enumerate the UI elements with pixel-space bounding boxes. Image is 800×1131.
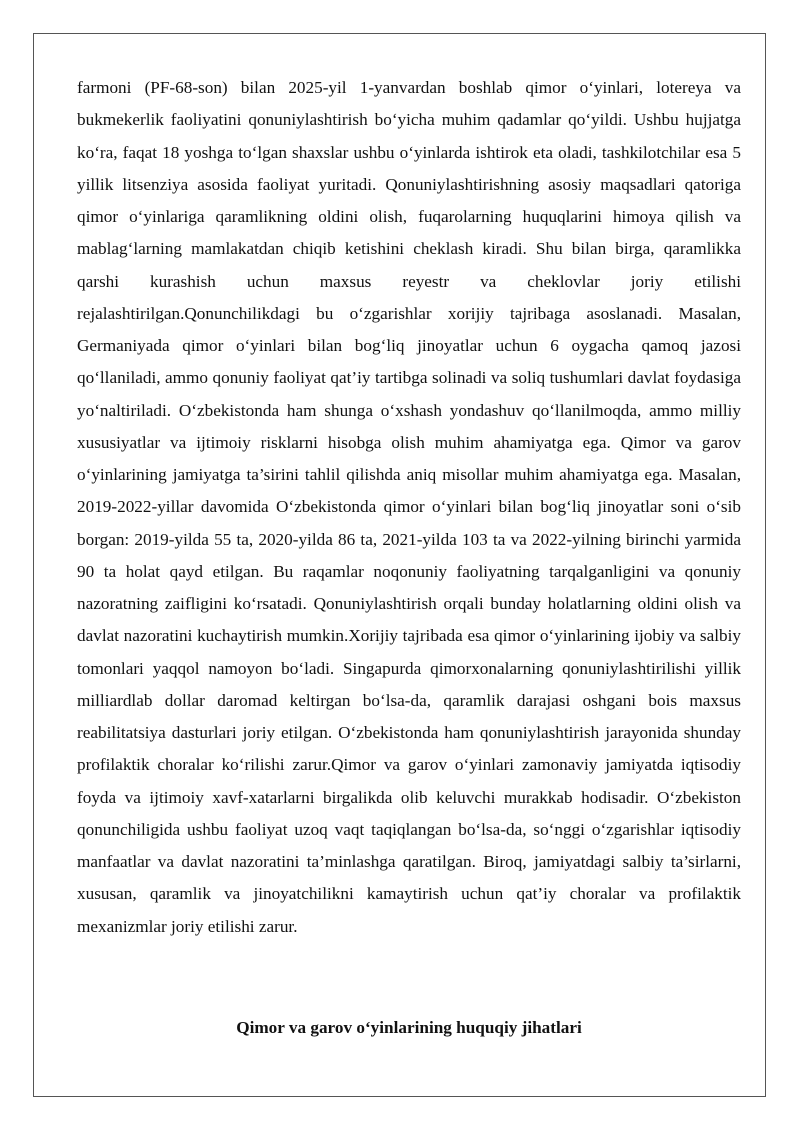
section-heading: Qimor va garov o‘yinlarining huquqiy jihatlari bbox=[236, 1018, 582, 1037]
body-paragraph: farmoni (PF-68-son) bilan 2025-yil 1-yanvardan boshlab qimor o‘yinlari, lotereya va bukmekerlik faoliyatini qonuniylashtirish bo‘yicha muhim qadamlar qo‘yildi. Ushbu hujjatga ko‘ra, faqat 18 yoshga to‘lgan shaxslar ushbu o‘yinlarda ishtirok eta oladi, tashkilotchilar esa 5 yillik litsenziya asosida faoliyat yuritadi. Qonuniylashtirishning asosiy maqsadlari qatoriga qimor o‘yinlariga qaramlikning oldini olish, fuqarolarning huquqlarini himoya qilish va mablag‘larning mamlakatdan chiqib ketishini cheklash kiradi. Shu bilan birga, qaramlikka qarshi kurashish uchun maxsus reyestr va cheklovlar joriy etilishi rejalashtirilgan.Qonunchilikdagi bu o‘zgarishlar xorijiy tajribaga asoslanadi. Masalan, Germaniyada qimor o‘yinlari bilan bog‘liq jinoyatlar uchun 6 oygacha qamoq jazosi qo‘llaniladi, ammo qonuniy faoliyat qat’iy tartibga solinadi va soliq tushumlari davlat foydasiga yo‘naltiriladi. O‘zbekistonda ham shunga o‘xshash yondashuv qo‘llanilmoqda, ammo milliy xususiyatlar va ijtimoiy risklarni hisobga olish muhim ahamiyatga ega. Qimor va garov o‘yinlarining jamiyatga ta’sirini tahlil qilishda aniq misollar muhim ahamiyatga ega. Masalan, 2019-2022-yillar davomida O‘zbekistonda qimor o‘yinlari bilan bog‘liq jinoyatlar soni o‘sib borgan: 2019-yilda 55 ta, 2020-yilda 86 ta, 2021-yilda 103 ta va 2022-yilning birinchi yarmida 90 ta holat qayd etilgan. Bu raqamlar noqonuniy faoliyatning tarqalganligini va qonuniy nazoratning zaifligini ko‘rsatadi. Qonuniylashtirish orqali bunday holatlarning oldini olish va davlat nazoratini kuchaytirish mumkin.Xorijiy tajribada esa qimor o‘yinlarining ijobiy va salbiy tomonlari yaqqol namoyon bo‘ladi. Singapurda qimorxonalarning qonuniylashtirilishi yillik milliardlab dollar daromad keltirgan bo‘lsa-da, qaramlik darajasi oshgani bois maxsus reabilitatsiya dasturlari joriy etilgan. O‘zbekistonda ham qonuniylashtirish jarayonida shunday profilaktik choralar ko‘rilishi zarur.Qimor va garov o‘yinlari zamonaviy jamiyatda iqtisodiy foyda va ijtimoiy xavf-xatarlarni birgalikda olib keluvchi murakkab hodisadir. O‘zbekiston qonunchiligida ushbu faoliyat uzoq vaqt taqiqlangan bo‘lsa-da, so‘nggi o‘zgarishlar iqtisodiy manfaatlar va davlat nazoratini ta’minlashga qaratilgan. Biroq, jamiyatdagi salbiy ta’sirlarni, xususan, qaramlik va jinoyatchilikni kamaytirish uchun qat’iy choralar va profilaktik mexanizmlar joriy etilishi zarur. bbox=[77, 78, 741, 936]
